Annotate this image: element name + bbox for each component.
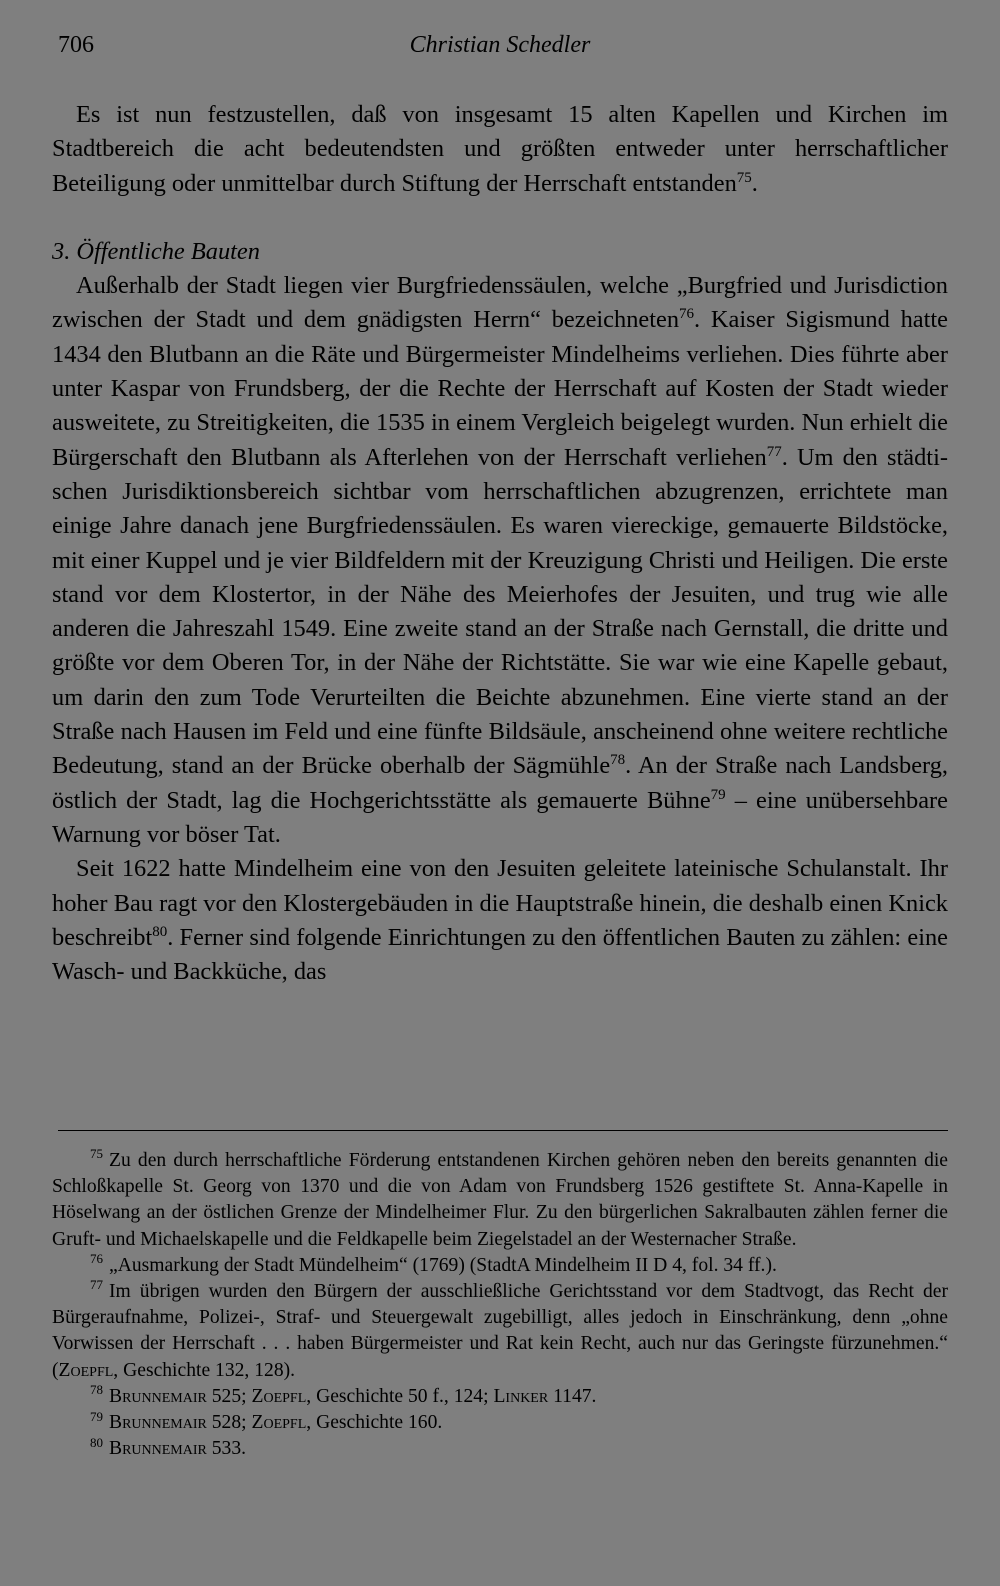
footnote xyxy=(52,1148,948,1253)
footnote-text: Im übrigen wurden den Bürgern der ausschließliche Gerichtsstand vor dem Stadtvogt, das Recht der Bürgeraufnahme, Polizei-, Straf- und Steuergewalt zugebilligt, alles jedoch in Einschränkung, denn „ohne Vorwissen der Herrschaft . . . haben Bürgermeister und Rat kein Recht, auch nur das Geringste fürzunehmen.“ ( xyxy=(52,1281,948,1381)
footnote-ref: 80 xyxy=(152,923,168,940)
paragraph xyxy=(52,852,948,989)
footnote-text: 528; xyxy=(206,1412,252,1434)
footnote-ref: 75 xyxy=(736,169,752,186)
author-name: Linker xyxy=(493,1385,549,1407)
page-number: 706 xyxy=(58,32,94,58)
footnote xyxy=(52,1384,948,1410)
footnote-number: 76 xyxy=(90,1251,103,1267)
footnote-text: , Geschichte 50 f., 124; xyxy=(306,1385,494,1407)
footnote-text: Zu den durch herrschaftliche Förderung entstandenen Kirchen gehören neben den bereits genannten die Schloßkapelle St. Georg von 1370 und die von Adam von Frundsberg 1526 gestiftete St. Anna-Kapelle in Höselwang an der östlichen Grenze der Mindelheimer Flur. Zu den bürgerlichen Sakralbauten zählen ferner die Gruft- und Michaelskapelle und die Feldkapelle beim Ziegelstadel an der Westernacher Straße. xyxy=(52,1150,948,1250)
footnote xyxy=(52,1436,948,1462)
footnote-number: 78 xyxy=(90,1382,103,1398)
author-name: Zoepfl xyxy=(58,1359,114,1381)
paragraph-text: . xyxy=(751,169,758,197)
paragraph-text: Seit 1622 hatte Mindelheim eine von den Jesuiten geleitete lateinische Schulanstalt. Ihr hoher Bau ragt vor den Klostergebäuden in die Hauptstraße hinein, die deshalb einen Knick beschreibt xyxy=(52,855,948,951)
footnote-text: , Geschichte 132, 128). xyxy=(113,1359,296,1381)
footnote-text: , Geschichte 160. xyxy=(306,1412,443,1434)
paragraph-text: – eine unübersehbare Warnung vor böser Tat. xyxy=(52,786,948,848)
paragraph-text: . Um den städtischen Jurisdiktionsbereich sichtbar vom herrschaftlichen abzugrenzen, errichtete man einige Jahre danach jene Burgfriedenssäulen. Es waren viereckige, gemauerte Bildstöcke, mit einer Kuppel und je vier Bildfeldern mit der Kreuzigung Christi und Heiligen. Die erste stand vor dem Klostertor, in der Nähe des Meierhofes der Jesuiten, und trug wie alle anderen die Jahreszahl 1549. Eine zweite stand an der Straße nach Gernstall, die dritte und größte vor dem Oberen Tor, in der Nähe der Richtstätte. Sie war wie eine Kapelle gebaut, um darin den zum Tode Verurteilten die Beichte abzunehmen. Eine vierte stand an der Straße nach Hausen im Feld und eine fünfte Bildsäule, anscheinend ohne weitere rechtliche Bedeutung, stand an der Brücke oberhalb der Sägmühle xyxy=(52,443,948,780)
footnote-number: 79 xyxy=(90,1408,103,1424)
author-name: Brunnemair xyxy=(109,1412,207,1434)
footnote-text: 533. xyxy=(206,1438,247,1460)
paragraph-text: . An der Straße nach Landsberg, östlich der Stadt, lag die Hochgerichtsstätte als gemauerte Bühne xyxy=(52,752,949,814)
footnote-ref: 77 xyxy=(766,443,782,460)
footnote-text: „Ausmarkung der Stadt Mündelheim“ (1769) (StadtA Mindelheim II D 4, fol. 34 ff.). xyxy=(109,1254,777,1276)
main-text xyxy=(52,98,948,989)
paragraph xyxy=(52,269,948,852)
running-title: Christian Schedler xyxy=(409,32,591,58)
author-name: Brunnemair xyxy=(109,1438,207,1460)
paragraph-text: Außerhalb der Stadt liegen vier Burgfriedenssäulen, welche „Burgfried und Jurisdiction zwischen der Stadt und dem gnädigsten Herrn“ bezeichneten xyxy=(52,272,948,334)
footnote-number: 75 xyxy=(90,1146,103,1162)
footnote-divider xyxy=(58,1130,948,1131)
footnote xyxy=(52,1279,948,1384)
footnote-text: 1147. xyxy=(548,1385,597,1407)
author-name: Brunnemair xyxy=(109,1385,207,1407)
footnote-ref: 76 xyxy=(679,306,695,323)
author-name: Zoepfl xyxy=(251,1385,307,1407)
section-heading: 3. Öffentliche Bauten xyxy=(52,237,260,265)
footnote-number: 80 xyxy=(90,1434,103,1450)
footnote-number: 77 xyxy=(90,1277,103,1293)
footnote xyxy=(52,1410,948,1436)
paragraph-text: . Ferner sind folgende Einrichtungen zu den öffentlichen Bauten zu zählen: eine Wasch- und Backküche, das xyxy=(52,923,948,986)
author-name: Zoepfl xyxy=(251,1412,307,1434)
paragraph xyxy=(52,98,948,201)
footnote-ref: 78 xyxy=(610,752,626,769)
footnote-ref: 79 xyxy=(710,786,726,803)
paragraph-text: Es ist nun festzustellen, daß von insgesamt 15 alten Kapellen und Kirchen im Stadtbereich die acht bedeutendsten und größten entweder unter herrschaftlicher Beteiligung oder unmittelbar durch Stiftung der Herrschaft entstanden xyxy=(52,101,948,197)
paragraph-text: . Kaiser Sigismund hatte 1434 den Blutbann an die Räte und Bürgermeister Mindelheims verliehen. Dies führte aber unter Kaspar von Frundsberg, der die Rechte der Herrschaft auf Kosten der Stadt wieder ausweitete, zu Streitigkeiten, die 1535 in einem Vergleich beigelegt wurden. Nun erhielt die Bürgerschaft den Blutbann als Afterlehen von der Herrschaft verliehen xyxy=(52,306,948,471)
footnote xyxy=(52,1253,948,1279)
page-header xyxy=(58,32,942,72)
footnotes xyxy=(52,1148,948,1462)
footnote-text: 525; xyxy=(206,1385,252,1407)
